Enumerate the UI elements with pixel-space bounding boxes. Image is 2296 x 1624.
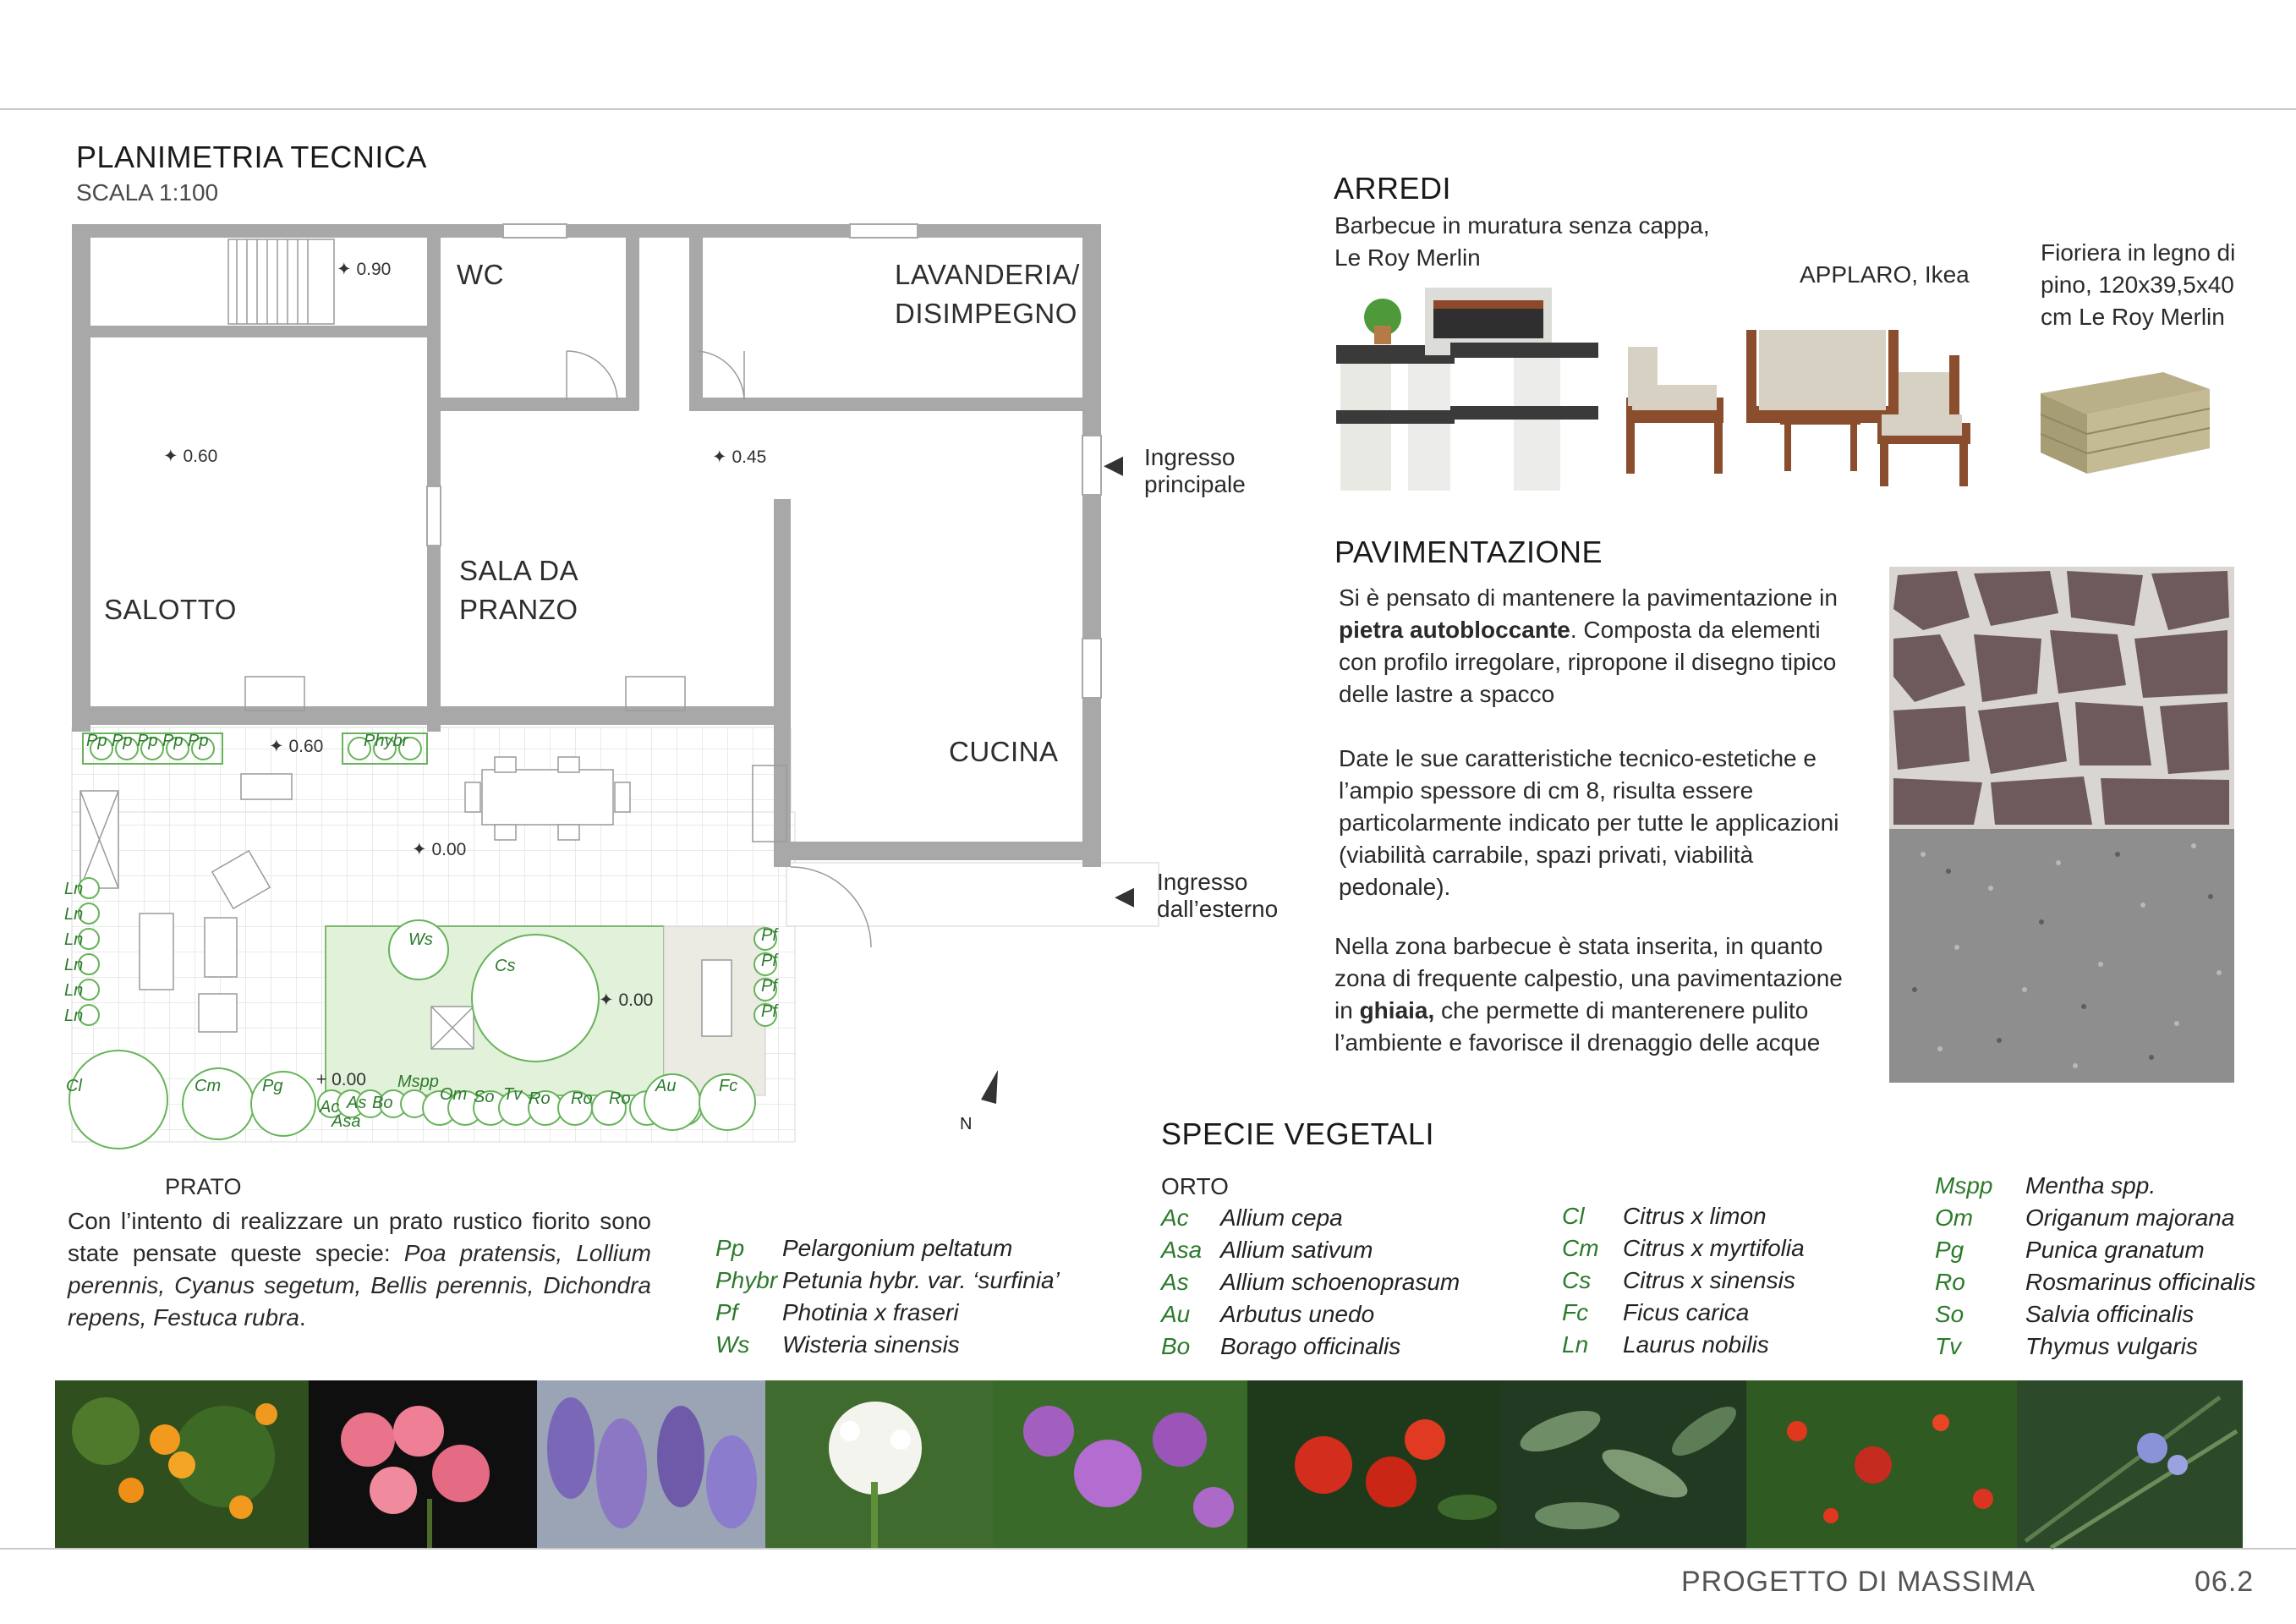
bottom-rule [0,1548,2296,1550]
photo-allium-white [765,1380,994,1548]
species-row [715,1299,1096,1331]
species-name: Mentha spp. [2025,1172,2156,1199]
species-name: Photinia x fraseri [782,1299,959,1325]
tag-ro: Ro [529,1089,551,1108]
species-name: Ficus carica [1623,1299,1750,1325]
species-code: So [1935,1301,1964,1327]
tag-pf: Pf [761,952,777,970]
footer-title: PROGETTO DI MASSIMA [1681,1566,2036,1598]
species-code: Asa [1161,1237,1203,1263]
room-salotto: SALOTTO [104,594,237,625]
tag-pg: Pg [262,1077,283,1095]
species-row [1161,1301,1516,1333]
species-row [715,1267,1096,1299]
tag-pf: Pf [761,977,777,996]
species-code: Phybr [715,1267,778,1293]
pavimentazione-p1 [1339,582,1863,710]
species-code: Bo [1161,1333,1191,1359]
species-name: Salvia officinalis [2025,1301,2195,1327]
tag-ln: Ln [64,905,84,924]
photo-rosmarinus [2017,1380,2243,1548]
level-value: 0.90 [356,260,392,279]
species-name: Petunia hybr. var. ‘surfinia’ [782,1267,1060,1293]
level-value: 0.45 [732,447,767,467]
tag-cl: Cl [66,1077,82,1095]
species-code: Au [1161,1301,1191,1327]
room-sala-label: SALA DA PRANZO [459,555,578,625]
tag-ro: Ro [571,1089,593,1108]
plant-photo-strip [55,1380,2243,1548]
species-name: Arbutus unedo [1220,1301,1375,1327]
level-marker [316,1070,366,1090]
tag-ln: Ln [64,880,84,898]
photo-punica [1746,1380,2017,1548]
tag-cm: Cm [195,1077,222,1095]
species-row [1562,1203,1900,1235]
tag-tv: Tv [503,1085,523,1104]
species-row [1161,1237,1516,1269]
species-row [1562,1331,1900,1363]
species-name: Rosmarinus officinalis [2025,1269,2256,1295]
stone-paving-image [1889,567,2234,1083]
species-row [1935,1333,2282,1365]
arredi-fioriera-caption: Fioriera in legno di pino, 120x39,5x40 cm Le Roy Merlin [2041,239,2236,330]
specie-title: SPECIE VEGETALI [1161,1116,1434,1151]
level-value: 0.00 [618,990,654,1010]
prato-text-a: Con l’intento di realizzare un prato rustico fiorito sono state pensate queste specie: [68,1208,651,1266]
species-name: Citrus x limon [1623,1203,1767,1229]
pav-p3-b: ghiaia, [1359,997,1435,1023]
tag-as: As [347,1094,367,1112]
species-row [715,1331,1096,1363]
species-code: Cm [1562,1235,1599,1261]
species-code: As [1161,1269,1189,1295]
species-code: Pg [1935,1237,1964,1263]
species-code: Pf [715,1299,738,1325]
pav-p1-b: pietra autobloccante [1339,617,1570,643]
tag-pf: Pf [761,926,777,945]
external-path [786,863,1159,926]
level-marker: ✦ 0.60 [269,737,324,756]
prato-text [68,1205,651,1334]
pav-p3-c: che permette di manterenere pulito l’ambiente e favorisce il drenaggio delle acque [1334,997,1821,1056]
tag-ln: Ln [64,1007,84,1025]
level-marker: ✦ 0.00 [599,990,654,1010]
level-marker: ✦ 0.00 [412,840,467,859]
species-code: Pp [715,1235,745,1261]
plan-scale: SCALA 1:100 [76,179,219,206]
photo-citrus [55,1380,309,1548]
tag-ln: Ln [64,956,84,974]
species-row [1161,1333,1516,1365]
north-label: N [960,1115,973,1133]
species-row [1935,1301,2282,1333]
tag-pp: Pp [188,732,209,750]
orto-label: ORTO [1161,1173,1229,1199]
footer-page-number: 06.2 [2195,1566,2255,1598]
entrance-external-label: Ingresso dall’esterno [1157,869,1279,922]
pav-p1-a: Si è pensato di mantenere la pavimentazione in [1339,584,1838,611]
tag-om: Om [440,1085,468,1104]
level-value: 0.60 [288,737,324,756]
tag-ln: Ln [64,981,84,1000]
species-row [1935,1237,2282,1269]
tag-pp: Pp [137,732,158,750]
bbq-image [1332,279,1603,491]
tag-ac: Ac [320,1098,340,1116]
tag-so: So [474,1088,495,1106]
tag-pp: Pp [86,732,107,750]
prato-text-c: . [299,1304,306,1330]
level-value: 0.60 [183,447,218,466]
species-row [1562,1267,1900,1299]
species-row [1562,1235,1900,1267]
species-code: Ac [1161,1204,1189,1231]
species-name: Wisteria sinensis [782,1331,960,1358]
species-name: Thymus vulgaris [2025,1333,2198,1359]
room-lavanderia-label: LAVANDERIA/ DISIMPEGNO [895,259,1080,329]
pav-p3-a: Nella zona barbecue è stata inserita, in quanto zona di frequente calpestio, una pavimentazione in [1334,933,1843,1023]
pavimentazione-p2: Date le sue caratteristiche tecnico-estetiche e l’ampio spessore di cm 8, risulta essere particolarmente indicato per tutte le applicazioni (viabilità carrabile, spazi privati, viabilità pedonale). [1339,745,1839,900]
pavimentazione-title: PAVIMENTAZIONE [1334,535,1603,569]
room-lavanderia [895,255,1089,333]
species-name: Citrus x myrtifolia [1623,1235,1805,1261]
tag-ro: Ro [609,1089,631,1108]
tag-pp: Pp [112,732,133,750]
tag-pp: Pp [162,732,184,750]
species-name: Laurus nobilis [1623,1331,1769,1358]
arredi-title: ARREDI [1334,171,1452,206]
prato-title: PRATO [165,1174,242,1199]
level-marker: ✦ 0.45 [712,447,767,467]
tag-fc: Fc [719,1077,738,1095]
tag-ln: Ln [64,930,84,949]
level-value: 0.00 [431,840,467,859]
entrance-external [1157,869,1296,923]
arredi-bbq-caption: Barbecue in muratura senza cappa, Le Roy Merlin [1334,212,1710,271]
tag-cs: Cs [495,957,516,975]
level-marker: ✦ 0.90 [337,260,392,279]
species-name: Allium schoenoprasum [1220,1269,1460,1295]
room-sala-pranzo [459,551,611,629]
tag-mspp: Mspp [397,1073,439,1091]
fioriera-image [2036,368,2214,478]
north-arrow [981,1070,998,1104]
species-name: Punica granatum [2025,1237,2205,1263]
species-code: Ro [1935,1269,1965,1295]
tag-asa: Asa [332,1112,361,1131]
species-name: Allium cepa [1220,1204,1343,1231]
photo-arbutus [1247,1380,1501,1548]
tag-ws: Ws [408,930,433,949]
species-name: Borago officinalis [1220,1333,1401,1359]
species-code: Cs [1562,1267,1592,1293]
entrance-main-label: Ingresso principale [1144,444,1246,497]
photo-pelargonium [309,1380,537,1548]
species-row [1935,1172,2282,1204]
level-marker: ✦ 0.60 [163,447,218,466]
species-row [1935,1269,2282,1301]
species-code: Fc [1562,1299,1589,1325]
tag-bo: Bo [372,1094,393,1112]
room-cucina: CUCINA [949,736,1059,767]
arrow-icon: ◀ [1115,882,1135,910]
tag-au: Au [655,1077,677,1095]
photo-wisteria [537,1380,765,1548]
level-value: + 0.00 [316,1070,366,1089]
species-row [715,1235,1096,1267]
species-row [1161,1269,1516,1301]
species-code: Ln [1562,1331,1589,1358]
arredi-applaro-caption: APPLARO, Ikea [1800,261,1970,288]
species-code: Mspp [1935,1172,1993,1199]
pav-p1-c: . Composta da elementi con profilo irregolare, ripropone il disegno tipico delle lastre a spacco [1339,617,1837,707]
species-code: Ws [715,1331,750,1358]
top-rule [0,108,2296,110]
applaro-image [1619,321,2030,491]
photo-laurus [1501,1380,1746,1548]
species-name: Citrus x sinensis [1623,1267,1795,1293]
room-wc: WC [457,259,504,290]
species-row [1161,1204,1516,1237]
entrance-main [1144,444,1280,498]
pavimentazione-p3 [1334,930,1859,1059]
floor-plan [64,216,1218,1155]
species-code: Tv [1935,1333,1962,1359]
species-name: Origanum majorana [2025,1204,2235,1231]
arrow-icon: ◀ [1104,451,1124,479]
species-code: Cl [1562,1203,1585,1229]
species-code: Om [1935,1204,1974,1231]
species-row [1562,1299,1900,1331]
plan-title: PLANIMETRIA TECNICA [76,140,427,174]
prato-text-b: Poa pratensis, Lollium perennis, Cyanus segetum, Bellis perennis, Dichondra repens, Festuca rubra [68,1240,651,1330]
tag-phybr: Phybr [364,732,408,750]
species-row [1935,1204,2282,1237]
species-name: Allium sativum [1220,1237,1373,1263]
photo-chives [994,1380,1247,1548]
tag-pf: Pf [761,1002,777,1021]
species-name: Pelargonium peltatum [782,1235,1013,1261]
